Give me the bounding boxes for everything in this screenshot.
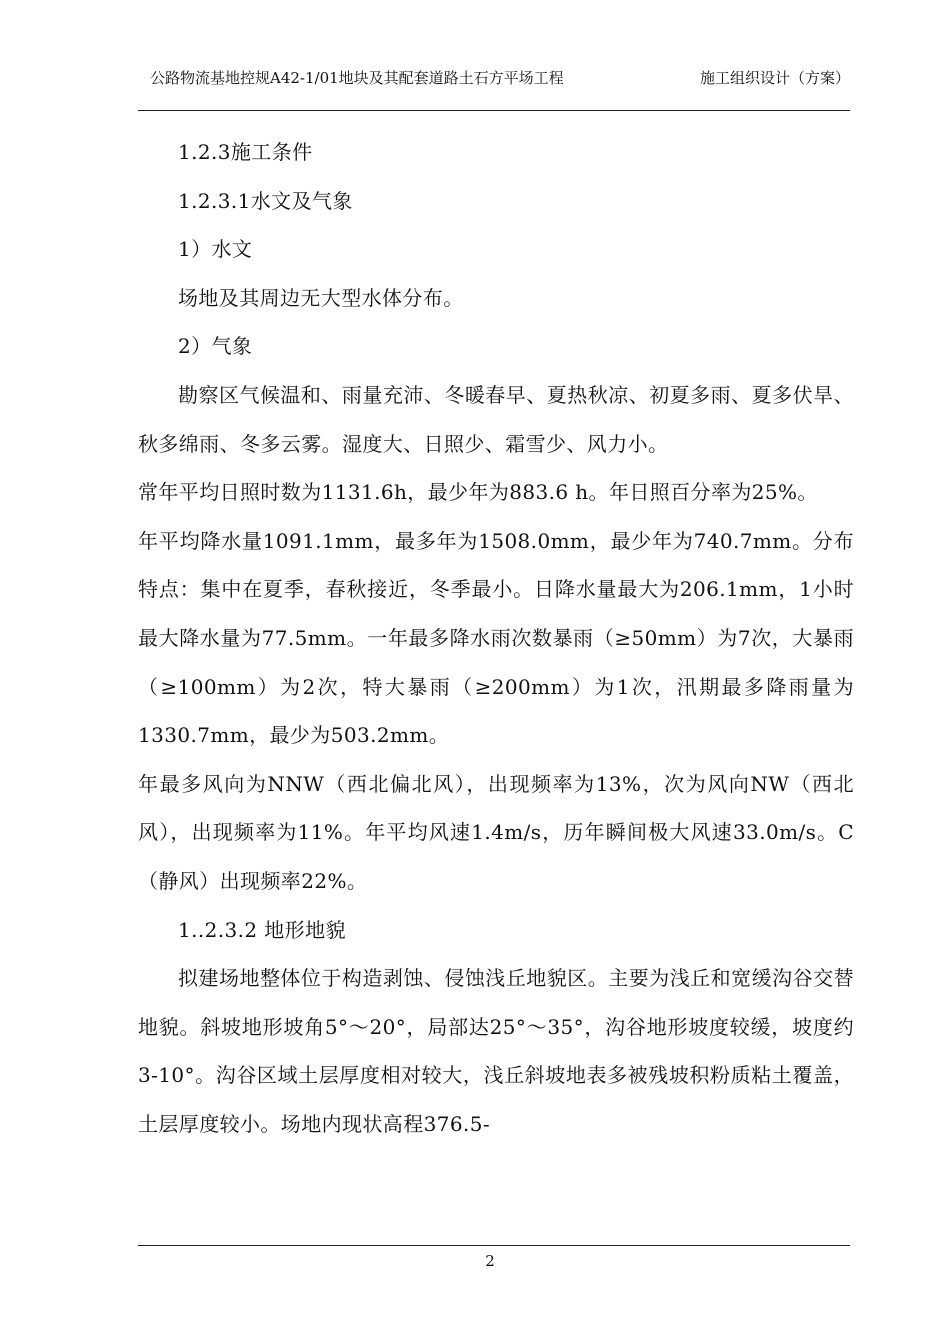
document-body [138, 128, 854, 1148]
section-heading: 1.2.3施工条件 [178, 140, 313, 164]
paragraph: 场地及其周边无大型水体分布。 [178, 285, 464, 310]
paragraph: 常年平均日照时数为1131.6h，最少年为883.6 h。年日照百分率为25%。 [138, 480, 818, 505]
paragraph: 拟建场地整体位于构造剥蚀、侵蚀浅丘地貌区。主要为浅丘和宽缓沟谷交替地貌。斜坡地形坡角5°～20°，局部达25°～35°，沟谷地形坡度较缓，坡度约3-10°。沟谷区域土层厚度相对较大，浅丘斜坡地表多被残坡积粉质粘土覆盖，土层厚度较小。场地内现状高程376.5- [138, 966, 854, 1136]
subsection-heading: 1..2.3.2 地形地貌 [178, 917, 346, 942]
paragraph: 勘察区气候温和、雨量充沛、冬暖春早、夏热秋凉、初夏多雨、夏多伏旱、秋多绵雨、冬多云雾。湿度大、日照少、霜雪少、风力小。 [138, 382, 854, 456]
paragraph: 年平均降水量1091.1mm，最多年为1508.0mm，最少年为740.7mm。分布特点：集中在夏季，春秋接近，冬季最小。日降水量最大为206.1mm，1小时最大降水量为77.5mm。一年最多降水雨次数暴雨（≥50mm）为7次，大暴雨（≥100mm）为2次，特大暴雨（≥200mm）为1次，汛期最多降雨量为1330.7mm，最少为503.2mm。 [138, 528, 854, 748]
header-document-type: 施工组织设计（方案） [699, 69, 850, 87]
paragraph: 年最多风向为NNW（西北偏北风），出现频率为13%，次为风向NW（西北风），出现频率为11%。年平均风速1.4m/s，历年瞬间极大风速33.0m/s。C（静风）出现频率22%。 [138, 771, 854, 893]
subsection-heading: 1.2.3.1水文及气象 [178, 188, 353, 213]
page-header [138, 66, 850, 111]
item-heading: 1）水文 [178, 237, 253, 262]
header-project-title: 公路物流基地控规A42-1/01地块及其配套道路土石方平场工程 [150, 69, 564, 87]
footer-divider [138, 1245, 850, 1246]
item-heading: 2）气象 [178, 334, 253, 359]
page-number: 2 [485, 1252, 495, 1270]
